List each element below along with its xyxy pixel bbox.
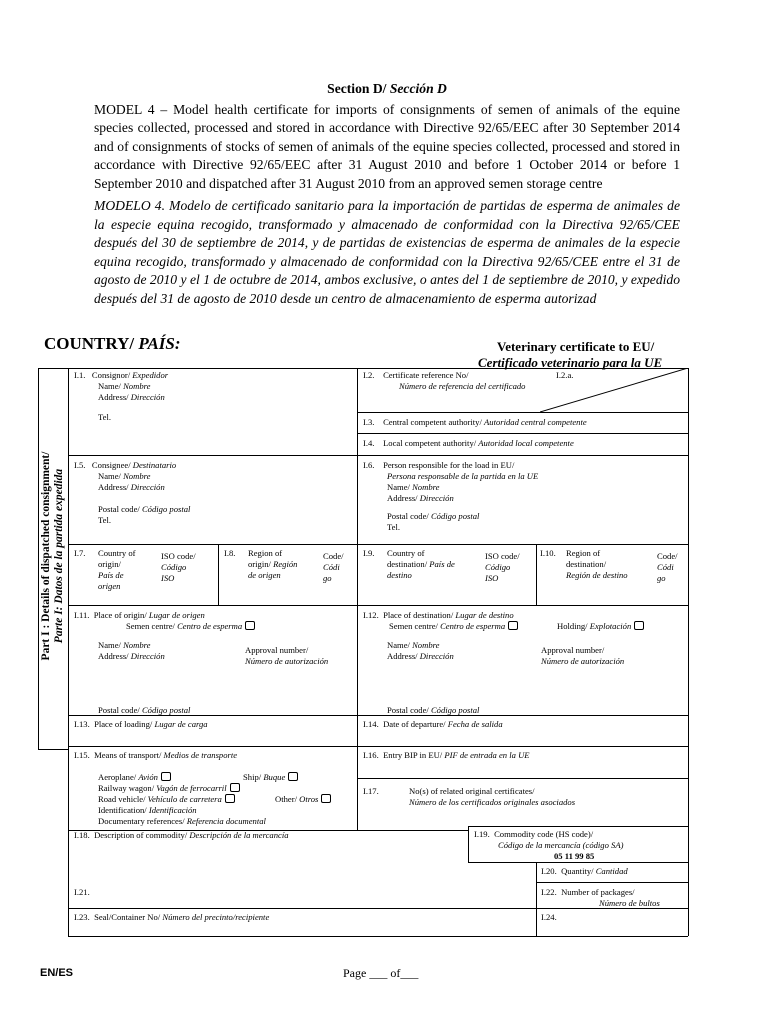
field-i3[interactable]: I.3. Central competent authority/ Autoridad central competente bbox=[363, 417, 587, 427]
i12-semen-checkbox[interactable] bbox=[508, 621, 518, 630]
field-i15-modes: Aeroplane/ Avión Railway wagon/ Vagón de ferrocarril Road vehicle/ Vehículo de carretera Identification/ Identificación Documentary references/ Referencia documental bbox=[98, 772, 266, 826]
section-title-es: Sección D bbox=[389, 81, 447, 96]
field-i12-postal: Postal code/ Código postal bbox=[387, 705, 480, 715]
field-i17-num[interactable]: I.17. bbox=[363, 786, 379, 796]
field-i9-iso: ISO code/ Código ISO bbox=[485, 551, 520, 583]
field-i19[interactable]: I.19. Commodity code (HS code)/ Código de la mercancía (código SA) 05 11 99 85 bbox=[474, 829, 684, 862]
field-i13[interactable]: I.13. Place of loading/ Lugar de carga bbox=[74, 719, 208, 729]
field-i6[interactable]: I.6. Person responsible for the load in EU/ Persona responsable de la partida en la UE Name/ Nombre Address/ Dirección Postal code/ Código postal Tel. bbox=[363, 460, 539, 532]
field-i1[interactable]: I.1. Consignor/ Expedidor Name/ Nombre Address/ Dirección Tel. bbox=[74, 370, 169, 422]
field-i15-ship: Ship/ Buque bbox=[243, 772, 298, 783]
field-i4[interactable]: I.4. Local competent authority/ Autoridad local competente bbox=[363, 438, 574, 448]
field-i8[interactable]: I.8. bbox=[224, 548, 236, 558]
railway-checkbox[interactable] bbox=[230, 783, 240, 792]
road-checkbox[interactable] bbox=[225, 794, 235, 803]
field-i22[interactable]: I.22. Number of packages/ Número de bultos bbox=[541, 887, 660, 908]
model-title-es: MODELO 4. Modelo de certificado sanitario para la importación de partidas de esperma de animales de la especie equina recogido, transformado y almacenado de conformidad con la Directiva 92/65/CEE después del 30 de septiembre de 2014, y de partidas de existencias de esperma de animales de la especie equina recogido, transformado y almacenado de conformidad con la Directiva 92/65/CEE entre el 31 de agosto de 2010 y el 1 de octubre de 2014, ambos exclusive, o antes del 1 de septiembre de 2010, y expedido después del 31 de agosto de 2010 desde un centro de almacenamiento de esperma autorizad bbox=[94, 198, 680, 306]
commodity-code: 05 11 99 85 bbox=[554, 851, 595, 861]
field-i14[interactable]: I.14. Date of departure/ Fecha de salida bbox=[363, 719, 503, 729]
field-i12[interactable]: I.12. Place of destination/ Lugar de destino Semen centre/ Centro de esperma Name/ Nombre Address/ Dirección bbox=[363, 610, 683, 662]
title-block bbox=[94, 80, 680, 312]
model-title-en: MODEL 4 – Model health certificate for imports of consignments of semen of animals of the equine species collected, processed and stored in accordance with Directive 92/65/EEC after 30 September 2014 and of consignments of stocks of semen of animals of the equine species collected, processed and stored in accordance with Directive 92/65/EEC after 31 August 2010 and before 1 October 2014 or before 1 September 2010 and dispatched after 31 August 2010 from an approved semen storage centre bbox=[94, 101, 680, 191]
field-i7[interactable]: I.7. bbox=[74, 548, 86, 558]
field-i11-approval: Approval number/ Número de autorización bbox=[245, 645, 329, 666]
field-i20[interactable]: I.20. Quantity/ Cantidad bbox=[541, 866, 628, 876]
field-i10-label: Region of destination/ Región de destino bbox=[566, 548, 628, 580]
field-i21[interactable]: I.21. bbox=[74, 887, 90, 897]
field-i9-label: Country of destination/ País de destino bbox=[387, 548, 455, 580]
i11-semen-checkbox[interactable] bbox=[245, 621, 255, 630]
field-i23[interactable]: I.23. Seal/Container No/ Número del precinto/recipiente bbox=[74, 912, 270, 922]
section-title-en: Section D/ bbox=[327, 81, 387, 96]
field-i7-iso: ISO code/ Código ISO bbox=[161, 551, 196, 583]
footer-lang: EN/ES bbox=[40, 967, 74, 979]
side-label-en: Part I : Details of dispatched consignment/ bbox=[40, 451, 52, 661]
country-label bbox=[44, 334, 181, 354]
footer-page: Page ___ of___ bbox=[343, 966, 419, 980]
field-i10-code: Code/ Códi go bbox=[657, 551, 678, 583]
field-i18[interactable]: I.18. Description of commodity/ Descripción de la mercancía bbox=[74, 830, 289, 840]
vet-cert-en: Veterinary certificate to EU/ bbox=[497, 339, 655, 354]
field-i9[interactable]: I.9. bbox=[363, 548, 375, 558]
field-i5[interactable]: I.5. Consignee/ Destinatario Name/ Nombre Address/ Dirección Postal code/ Código postal Tel. bbox=[74, 460, 191, 525]
field-i12-holding: Holding/ Explotación bbox=[557, 621, 644, 632]
field-i12-approval: Approval number/ Número de autorización bbox=[541, 645, 625, 666]
field-i7-label: Country of origin/ País de origen bbox=[98, 548, 136, 591]
aeroplane-checkbox[interactable] bbox=[161, 772, 171, 781]
side-label bbox=[40, 452, 66, 661]
i12-holding-checkbox[interactable] bbox=[634, 621, 644, 630]
field-i11[interactable]: I.11. Place of origin/ Lugar de origen Semen centre/ Centro de esperma Name/ Nombre Address/ Dirección bbox=[74, 610, 354, 662]
other-checkbox[interactable] bbox=[321, 794, 331, 803]
field-i11-postal: Postal code/ Código postal bbox=[98, 705, 191, 715]
country-label-es: PAÍS: bbox=[138, 334, 181, 353]
field-i10[interactable]: I.10. bbox=[540, 548, 556, 558]
field-i17: No(s) of related original certificates/ Número de los certificados originales asociados bbox=[409, 786, 576, 807]
vet-cert-es: Certificado veterinario para la UE bbox=[478, 355, 663, 370]
field-i15[interactable]: I.15. Means of transport/ Medios de transporte bbox=[74, 750, 238, 760]
field-i16[interactable]: I.16. Entry BIP in EU/ PIF de entrada en la UE bbox=[363, 750, 530, 760]
field-i24[interactable]: I.24. bbox=[541, 912, 557, 922]
section-title bbox=[94, 80, 680, 99]
field-i2[interactable]: I.2. Certificate reference No/ Número de referencia del certificado bbox=[363, 370, 526, 391]
field-i2a[interactable]: I.2.a. bbox=[556, 370, 574, 380]
country-label-en: COUNTRY/ bbox=[44, 334, 135, 353]
field-i15-other: Other/ Otros bbox=[275, 794, 331, 805]
field-i8-code: Code/ Códi go bbox=[323, 551, 344, 583]
side-label-es: Parte I: Datos de la partida expedida bbox=[53, 468, 65, 644]
field-i8-label: Region of origin/ Región de origen bbox=[248, 548, 298, 580]
ship-checkbox[interactable] bbox=[288, 772, 298, 781]
